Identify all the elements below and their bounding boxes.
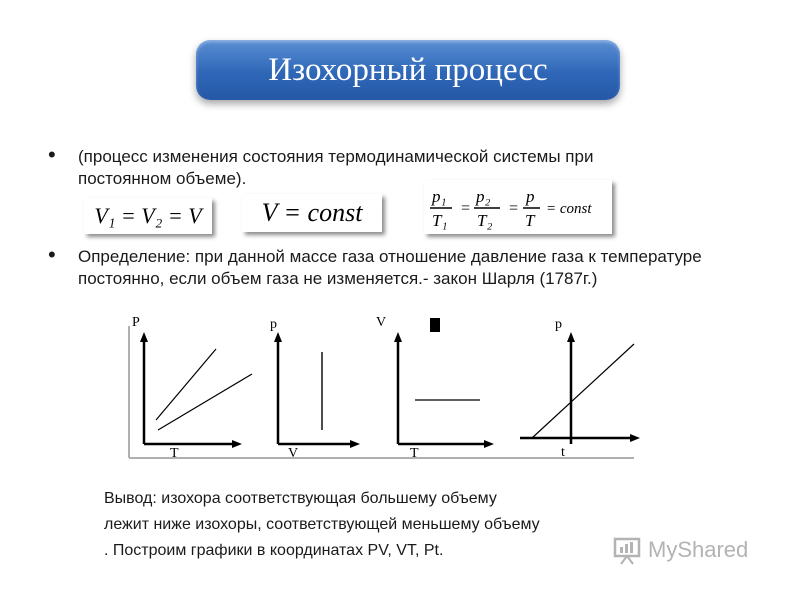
graph-1-x-label: T (170, 446, 179, 461)
formula-p2: p₂ (476, 187, 491, 206)
conclusion-line-2: лежит ниже изохоры, соответствующей меньшему объему (104, 516, 540, 533)
formula-v-equal (84, 198, 212, 234)
graph-4-y-label: p (555, 317, 562, 332)
conclusion-line-3: . Построим графики в координатах PV, VT, Pt. (104, 542, 444, 559)
presentation-board-icon (612, 535, 642, 565)
formula-p1: p₁ (432, 187, 447, 206)
formula-v-equal-text: V₁ = V₂ = V (94, 203, 202, 228)
formula-const: = const (546, 201, 592, 217)
formula-eq-2: = (508, 200, 519, 217)
graph-2-y-label: p (270, 317, 277, 332)
graph-2-x-label: V (288, 446, 299, 461)
formula-charles-law-svg (424, 180, 612, 234)
formula-p: p (526, 187, 535, 206)
graph-3-y-label: V (376, 315, 387, 330)
bullet-text-process: (процесс изменения состояния термодинамической системы при постоянном объеме). (78, 147, 594, 188)
graph-1-y-label: P (132, 315, 140, 330)
title-banner (196, 40, 620, 100)
formula-v-const-text: V = const (261, 198, 363, 227)
isochore-graphs (128, 306, 648, 466)
formula-v-const (242, 194, 382, 232)
bullet-text-definition: Определение: при данной массе газа отношение давление газа к температуре постоянно, если объем газа не изменяется.- закон Шарля (1787г.) (78, 247, 702, 288)
formula-t2: T₂ (477, 211, 493, 230)
formula-t1: T₁ (432, 211, 448, 230)
slide-title: Изохорный процесс (268, 51, 548, 88)
bullet-marker: • (48, 242, 56, 267)
formula-t: T (525, 211, 535, 230)
watermark-text: MyShared (648, 537, 749, 562)
formula-eq-1: = (460, 200, 471, 217)
graph-4-x-label: t (561, 445, 565, 460)
watermark-logo (612, 535, 748, 565)
formula-charles-law (424, 180, 612, 234)
bullet-marker: • (48, 142, 56, 167)
conclusion-line-1: Вывод: изохора соответствующая большему объему (104, 490, 497, 507)
graph-3-x-label: T (410, 446, 419, 461)
